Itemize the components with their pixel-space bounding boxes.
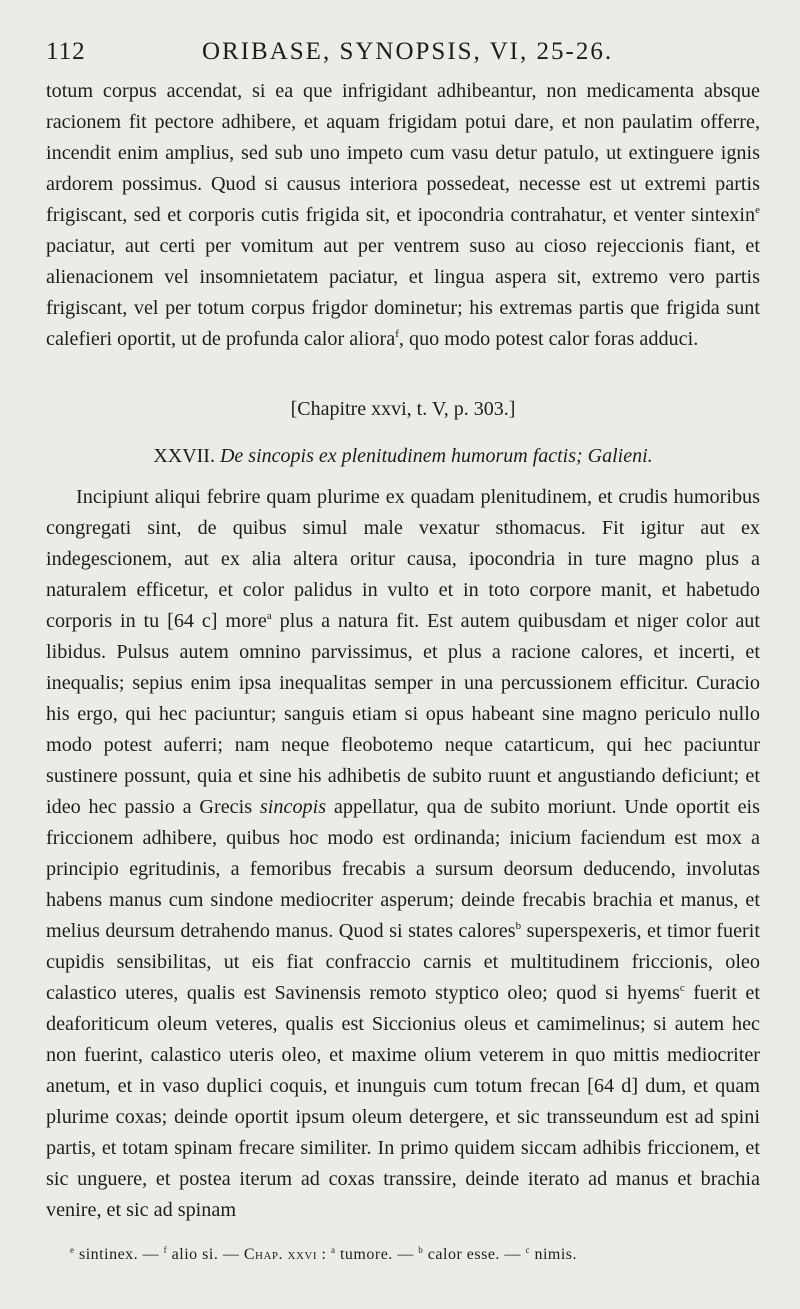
footnote-e-mark: e — [70, 1245, 75, 1255]
footnote-f-text: alio si. — — [167, 1246, 244, 1263]
italic-term: sincopis — [259, 796, 327, 818]
footnote-b-text: calor esse. — — [423, 1246, 526, 1263]
paragraph-2-text-1: Incipiunt aliqui febrire quam plurime ex quadam plenitudinem, et crudis humoribus congregati sint, de quibus simul male vexatur sthomacus. Fit igitur aut ex indegescionem, aut ex alia altera oritur causa, ipocondria in ture magno plus a naturalem efficetur, et color palidus in vulto et in toto corpore manit, et habetudo corporis in tu [64 c] more — [46, 486, 760, 632]
paragraph-1-text-3: , quo modo potest calor foras adduci. — [398, 328, 699, 350]
chapter-number: XXVII. — [153, 445, 215, 467]
chapter-title: De sincopis ex plenitudinem humorum factis; Galieni. — [219, 445, 653, 467]
page-number: 112 — [46, 38, 86, 65]
footnote-mark-f: f — [395, 328, 399, 340]
footnote-b-mark: b — [418, 1245, 424, 1255]
footnote-a-mark: a — [330, 1245, 336, 1255]
running-title: ORIBASE, SYNOPSIS, VI, 25-26. — [202, 38, 614, 65]
footnote-e-text: sintinex. — — [74, 1246, 164, 1263]
chapter-reference: [Chapitre xxvi, t. V, p. 303.] — [290, 398, 516, 420]
footnote-mark-e: e — [755, 204, 760, 216]
paragraph-1 — [46, 76, 760, 355]
footnote-c-text: nimis. — [529, 1246, 577, 1263]
footnote-mark-b: b — [515, 920, 522, 932]
footnote-chapter-label: Chap. xxvi — [243, 1246, 318, 1263]
footnote-mark-c: c — [679, 982, 685, 994]
chapter-body — [46, 482, 760, 1226]
footnote-a-text: tumore. — — [335, 1246, 419, 1263]
running-head — [46, 32, 760, 72]
paragraph-2-text-2: plus a natura fit. Est autem quibusdam et niger color aut libidus. Pulsus autem omnino parvissimus, et plus a racione calores, et incerti, et inequalis; sepius enim ipsa inequalitas semper in una percussionem efficitur. Curacio his ergo, qui hec paciuntur; sanguis etiam si opus habeant sine magno periculo nullo modo potest auferri; nam neque fleobotemo neque catarticum, qui hec paciuntur sustinere possunt, quia et sine his adhibetis de subito ruunt et angustiando deficiunt; et ideo hec passio a Grecis — [46, 610, 760, 818]
paragraph-1-text: totum corpus accendat, si ea que infrigidant adhibeantur, non medicamenta absque racionem fit pectore adhibere, et aquam frigidam potui dare, et non paulatim offerre, incendit enim amplius, sed sub uno impeto cum vasu detur patulo, ut extinguere ignis ardorem possimus. Quod si causus interiora possedeat, necesse est ut extremi partis frigiscant, sed et corporis cutis frigida sit, et ipocondria contrahatur, et venter sintexin — [46, 80, 760, 226]
paragraph-2-text-4: superspexeris, et timor fuerit cupidis sensibilitas, ut eis fiat confraccio carnis et multitudinem friccionis, oleo calastico uteres, qualis est Savinensis remoto styptico oleo; quod si hyems — [46, 920, 760, 1004]
paragraph-1-text-2: paciatur, aut certi per vomitum aut per ventrem suso au cioso rejeccionis fiant, et alienacionem vel insomnietatem paciatur, et lingua aspera sit, extremo vero partis frigiscant, vel per totum corpus frigdor dominetur; his extremas partis que frigida sunt calefieri oportit, ut de profunda calor aliora — [46, 235, 760, 350]
chapter-heading — [46, 441, 760, 471]
footnote-mark-a: a — [266, 610, 272, 622]
footnotes — [70, 1243, 760, 1267]
footnote-c-mark: c — [525, 1245, 530, 1255]
paragraph-2-text-3: appellatur, qua de subito moriunt. Unde oportit eis friccionem adhibere, quibus hoc modo est ordinanda; inicium faciendum est mox a principio egritudinis, a femoribus frecabis a sursum deorsum deducendo, involutas habens manus cum sindone mediocriter asperum; deinde frecabis brachia et manus, et melius deursum detrahendo manus. Quod si states calores — [46, 796, 760, 942]
footnote-f-mark: f — [163, 1245, 168, 1255]
paragraph-continued — [46, 76, 760, 355]
footnote-chapter-sep: : — [317, 1246, 331, 1263]
paragraph-2 — [46, 482, 760, 1226]
paragraph-2-text-5: fuerit et deaforiticum oleum veteres, qualis est Siccionius oleus et camimelinus; si autem hec non fuerint, calastico uteris oleo, et maxime olium veterem in quo mittis mediocriter anetum, et in vaso duplici coquis, et inunguis cum totum frecan [64 d] dum, et quam plurime coxas; deinde oportit ipsum oleum detergere, et sic transseundum est ad spini partis, et totam spinam frecare similiter. In primo quidem siccam adhibis friccionem, et sic unguere, et postea iterum ad coxas transsire, deinde iterato ad manus et brachia venire, et sic ad spinam — [46, 982, 760, 1221]
